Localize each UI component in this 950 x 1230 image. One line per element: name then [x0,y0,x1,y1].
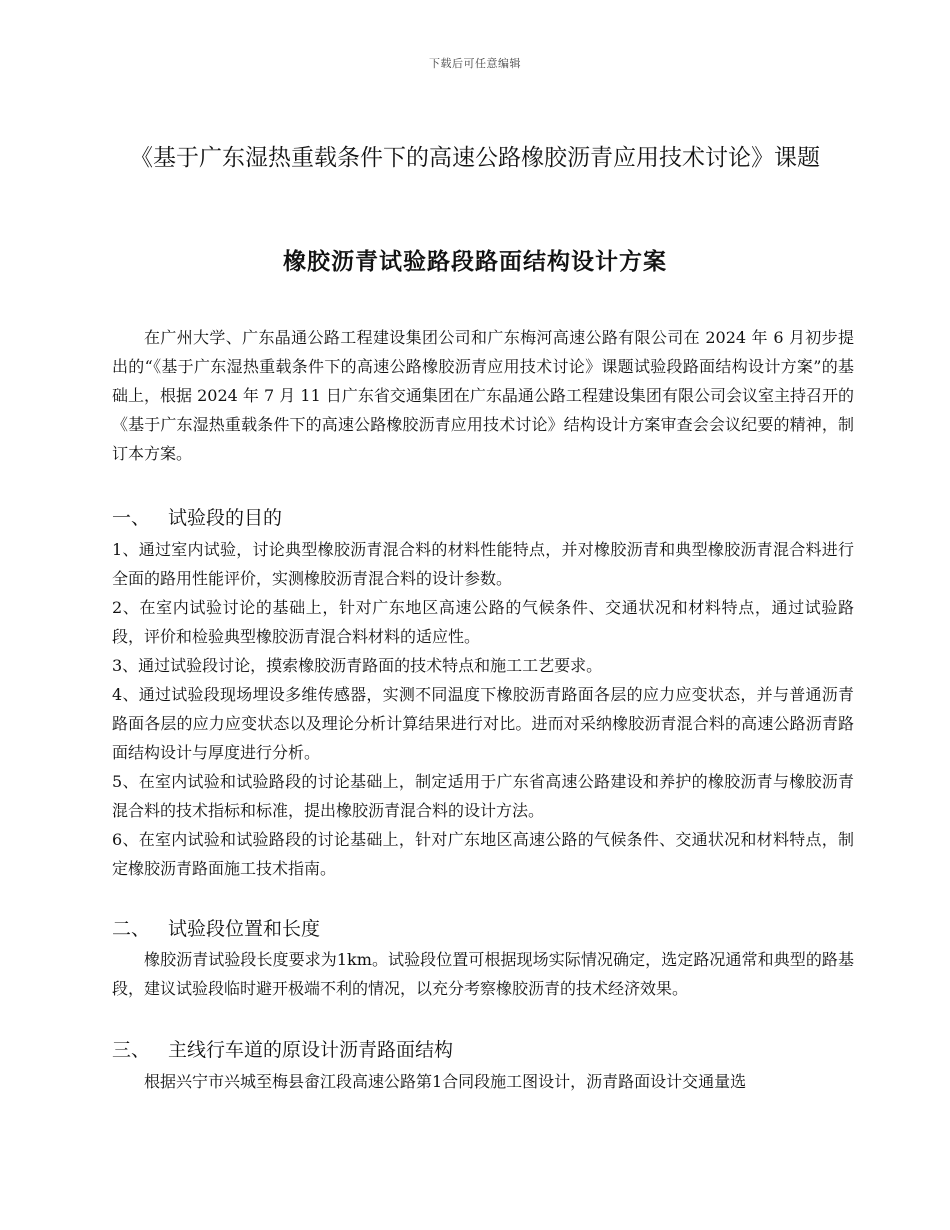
list-item: 5、在室内试验和试验路段的讨论基础上，制定适用于广东省高速公路建设和养护的橡胶沥青与橡胶沥青混合料的技术指标和标准，提出橡胶沥青混合料的设计方法。 [112,772,854,820]
section-1-heading [112,503,282,530]
document-subtitle: 橡胶沥青试验路段路面结构设计方案 [283,248,667,275]
section-3-heading [112,1035,453,1062]
section-2-body: 橡胶沥青试验段长度要求为1km。试验段位置可根据现场实际情况确定，选定路况通常和典型的路基段，建议试验段临时避开极端不利的情况，以充分考察橡胶沥青的技术经济效果。 [112,950,854,998]
section-3-number: 三、 [112,1039,151,1061]
section-2-title: 试验段位置和长度 [168,918,321,940]
section-1-title: 试验段的目的 [168,507,283,529]
section-1-number: 一、 [112,507,151,529]
header-note: 下载后可任意编辑 [429,57,521,70]
section-3-body: 根据兴宁市兴城至梅县畲江段高速公路第1合同段施工图设计，沥青路面设计交通量选 [144,1072,747,1091]
list-item: 4、通过试验段现场埋设多维传感器，实测不同温度下橡胶沥青路面各层的应力应变状态，并与普通沥青路面各层的应力应变状态以及理论分析计算结果进行对比。进而对采纳橡胶沥青混合料的高速公路沥青路面结构设计与厚度进行分析。 [112,685,854,762]
list-item: 2、在室内试验讨论的基础上，针对广东地区高速公路的气候条件、交通状况和材料特点，通过试验路段，评价和检验典型橡胶沥青混合料材料的适应性。 [112,598,854,646]
list-item: 6、在室内试验和试验路段的讨论基础上，针对广东地区高速公路的气候条件、交通状况和材料特点，制定橡胶沥青路面施工技术指南。 [112,830,854,878]
list-item: 3、通过试验段讨论，摸索橡胶沥青路面的技术特点和施工工艺要求。 [112,656,603,675]
list-item: 1、通过室内试验，讨论典型橡胶沥青混合料的材料性能特点，并对橡胶沥青和典型橡胶沥青混合料进行全面的路用性能评价，实测橡胶沥青混合料的设计参数。 [112,540,854,588]
section-3-title: 主线行车道的原设计沥青路面结构 [168,1039,454,1061]
document-title: 《基于广东湿热重载条件下的高速公路橡胶沥青应用技术讨论》课题 [130,145,820,171]
intro-paragraph: 在广州大学、广东晶通公路工程建设集团公司和广东梅河高速公路有限公司在 2024 年 6 月初步提出的“《基于广东湿热重载条件下的高速公路橡胶沥青应用技术讨论》课题试验段路面结构设计方案”的基础上，根据 2024 年 7 月 11 日广东省交通集团在广东晶通公路工程建设集团有限公司会议室主持召开的《基于广东湿热重载条件下的高速公路橡胶沥青应用技术讨论》结构设计方案审查会会议纪要的精神，制订本方案。 [112,328,854,463]
purpose-list [112,535,854,883]
section-2-heading [112,914,320,941]
section-2-number: 二、 [112,918,151,940]
